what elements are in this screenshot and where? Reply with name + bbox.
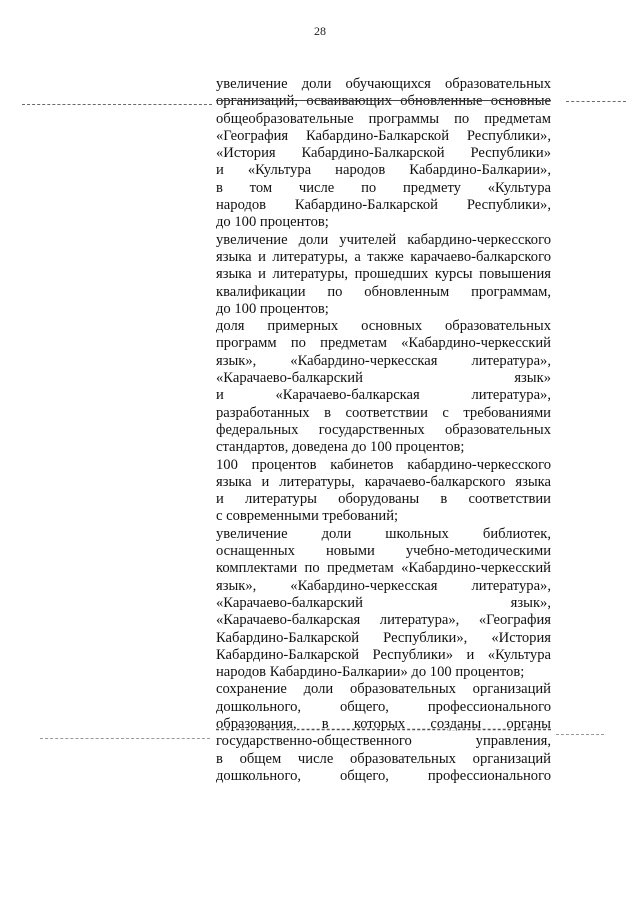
margin-mark-left-lower [40,738,210,739]
text-line: язык», «Кабардино-черкесская литература», [216,352,551,369]
text-line: «Карачаево-балкарский язык», [216,594,551,611]
text-line: квалификации по обновленным программам, [216,283,551,300]
text-line: организаций, осваивающих обновленные основные [216,93,551,110]
text-line: доля примерных основных образовательных [216,318,551,335]
text-line: в том числе по предмету «Культура [216,179,551,196]
text-line: народов Кабардино-Балкарии» до 100 процентов; [216,664,525,681]
document-body [216,76,551,785]
text-line: увеличение доли обучающихся образовательных [216,76,551,92]
text-line: дошкольного, общего, профессионального [216,767,551,784]
text-line: язык», «Кабардино-черкесская литература», [216,577,551,594]
text-line: сохранение доли образовательных организаций [216,681,551,698]
text-line: программ по предметам «Кабардино-черкесский [216,335,551,352]
margin-mark-right-lower [556,734,604,735]
text-line: «Карачаево-балкарский язык» [216,370,551,387]
text-line: 100 процентов кабинетов кабардино-черкесского [216,456,551,473]
text-line: Кабардино-Балкарской Республики», «История [216,629,551,646]
text-line: федеральных государственных образовательных [216,421,551,438]
margin-mark-right-upper [566,101,626,102]
text-line: стандартов, доведена до 100 процентов; [216,439,465,456]
text-line: и «Культура народов Кабардино-Балкарии», [216,162,551,179]
text-line: разработанных в соответствии с требованиями [216,404,551,421]
text-line: языка и литературы, а также карачаево-балкарского [216,248,551,265]
text-line: дошкольного, общего, профессионального [216,698,551,715]
text-line: с современными требований; [216,508,399,525]
text-line: и «Карачаево-балкарская литература», [216,387,551,404]
text-line: оснащенных новыми учебно-методическими [216,543,551,560]
text-line: государственно-общественного управления, [216,733,551,750]
text-line: комплектами по предметам «Кабардино-черкесский [216,560,551,577]
text-line: общеобразовательные программы по предметам [216,110,551,127]
text-line: Кабардино-Балкарской Республики» и «Культура [216,646,551,663]
text-line: языка и литературы, карачаево-балкарского языка [216,473,551,490]
text-line: народов Кабардино-Балкарской Республики», [216,197,551,214]
text-line: образования, в которых созданы органы [216,715,551,732]
page-number: 28 [314,24,326,38]
text-line: «История Кабардино-Балкарской Республики» [216,145,551,162]
text-line: «Карачаево-балкарская литература», «География [216,612,551,629]
text-line: языка и литературы, прошедших курсы повышения [216,266,551,283]
text-line: в общем числе образовательных организаций [216,750,551,767]
text-line: до 100 процентов; [216,214,329,231]
text-line: увеличение доли школьных библиотек, [216,525,551,542]
text-line: «География Кабардино-Балкарской Республики», [216,127,551,144]
text-line: до 100 процентов; [216,300,329,317]
text-line: и литературы оборудованы в соответствии [216,491,551,508]
margin-mark-left-upper [22,104,212,105]
text-line: увеличение доли учителей кабардино-черкесского [216,231,551,248]
